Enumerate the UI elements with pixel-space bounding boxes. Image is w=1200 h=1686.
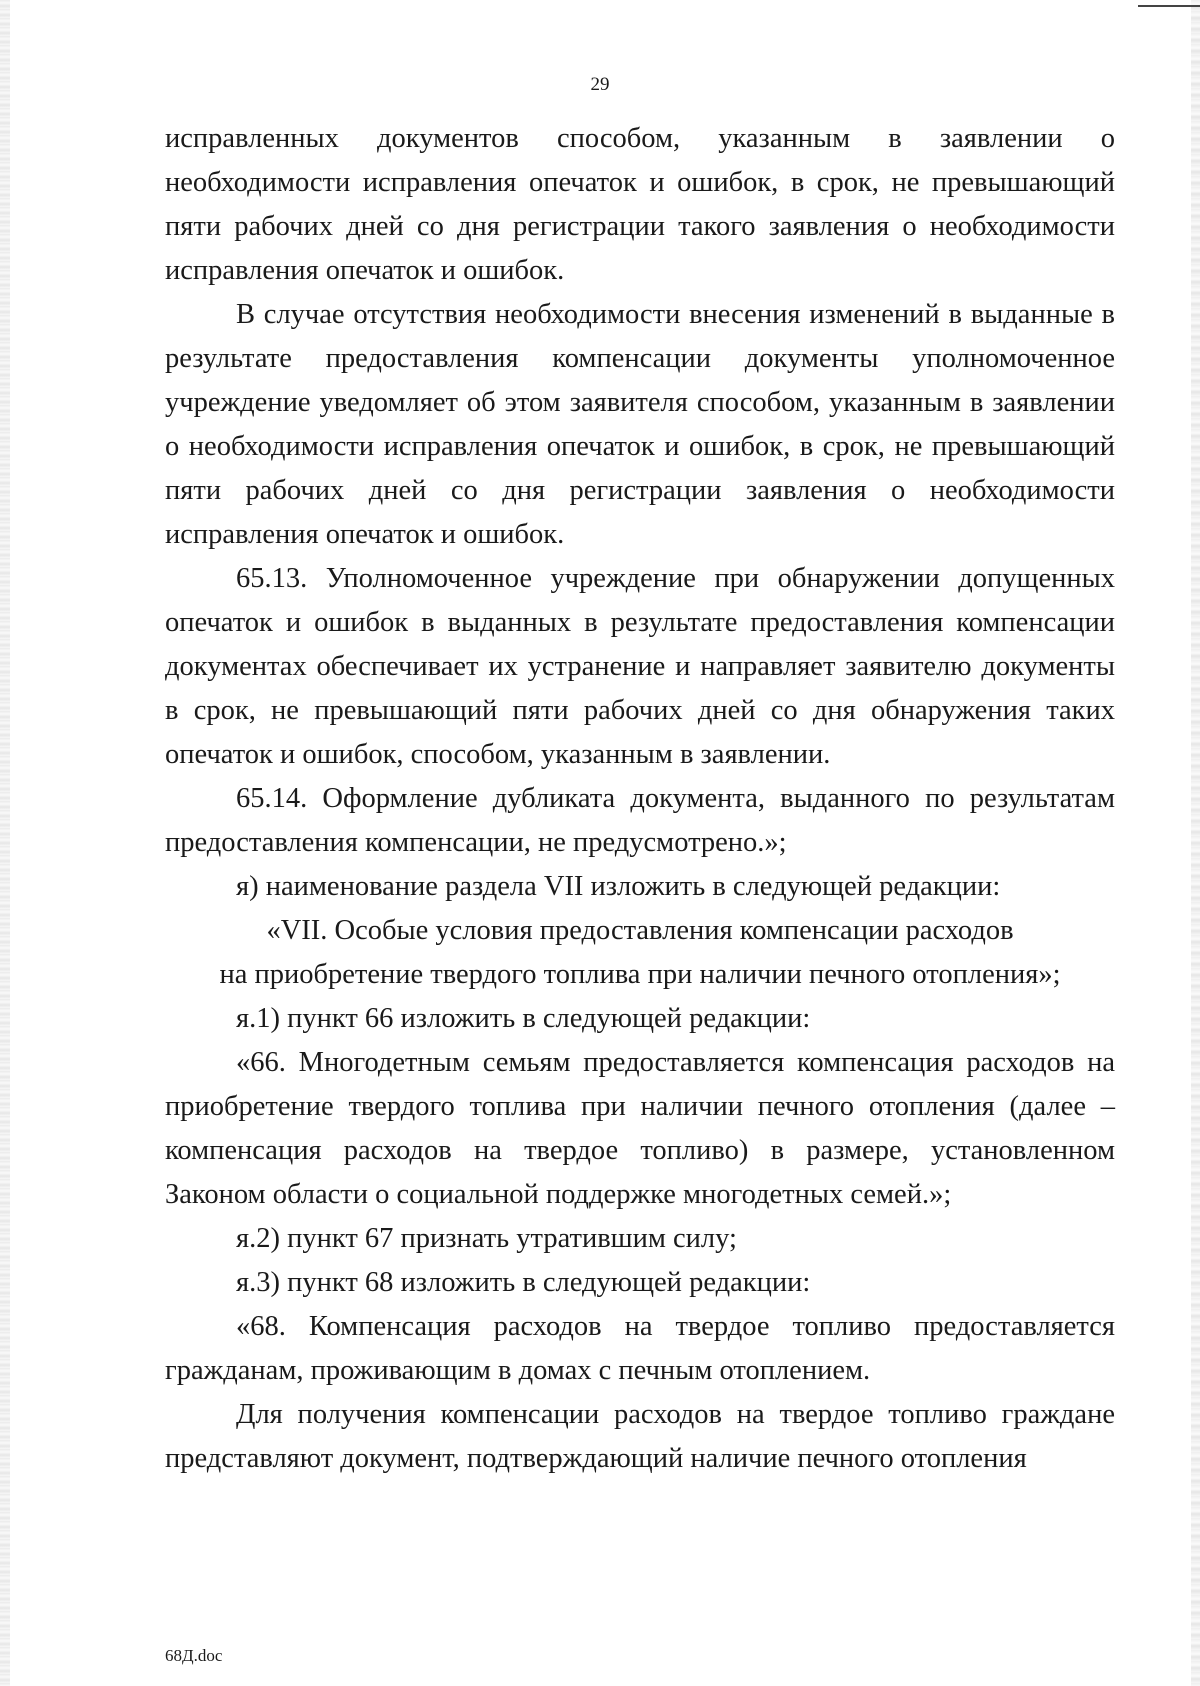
scan-corner-line xyxy=(1138,5,1200,7)
paragraph: я.3) пункт 68 изложить в следующей редакции: xyxy=(236,1267,811,1298)
paragraph: исправленных документов способом, указанным в заявлении о необходимости исправления опечаток и ошибок, в срок, не превышающий пяти рабочих дней со дня регистрации такого заявления о необходимости исправления опечаток и ошибок. xyxy=(165,123,1115,286)
page-number: 29 xyxy=(590,74,610,95)
paragraph: Для получения компенсации расходов на твердое топливо граждане представляют документ, подтверждающий наличие печного отопления xyxy=(165,1399,1115,1474)
paragraph: 65.13. Уполномоченное учреждение при обнаружении допущенных опечаток и ошибок в выданных в результате предоставления компенсации документах обеспечивает их устранение и направляет заявителю документы в срок, не превышающий пяти рабочих дней со дня обнаружения таких опечаток и ошибок, способом, указанным в заявлении. xyxy=(165,563,1115,770)
paragraph: «66. Многодетным семьям предоставляется компенсация расходов на приобретение твердого топлива при наличии печного отопления (далее – компенсация расходов на твердое топливо) в размере, установленном Законом области о социальной поддержке многодетных семей.»; xyxy=(165,1047,1115,1210)
paragraph: «68. Компенсация расходов на твердое топливо предоставляется гражданам, проживающим в домах с печным отоплением. xyxy=(165,1311,1115,1386)
paragraph: я.1) пункт 66 изложить в следующей редакции: xyxy=(236,1003,811,1034)
paragraph: я.2) пункт 67 признать утратившим силу; xyxy=(236,1223,737,1254)
file-label: 68Д.doc xyxy=(165,1646,223,1665)
paragraph: я) наименование раздела VII изложить в следующей редакции: xyxy=(236,871,1001,902)
scan-edge-left xyxy=(0,0,10,1686)
document-body xyxy=(165,117,1115,1481)
paragraph: В случае отсутствия необходимости внесения изменений в выданные в результате предоставления компенсации документы уполномоченное учреждение уведомляет об этом заявителя способом, указанным в заявлении о необходимости исправления опечаток и ошибок, в срок, не превышающий пяти рабочих дней со дня регистрации заявления о необходимости исправления опечаток и ошибок. xyxy=(165,299,1115,550)
scan-edge-right xyxy=(1191,0,1200,1686)
section-heading-line-2: на приобретение твердого топлива при наличии печного отопления»; xyxy=(219,959,1061,990)
paragraph: 65.14. Оформление дубликата документа, выданного по результатам предоставления компенсации, не предусмотрено.»; xyxy=(165,783,1115,858)
section-heading-line-1: «VII. Особые условия предоставления компенсации расходов xyxy=(266,915,1014,946)
